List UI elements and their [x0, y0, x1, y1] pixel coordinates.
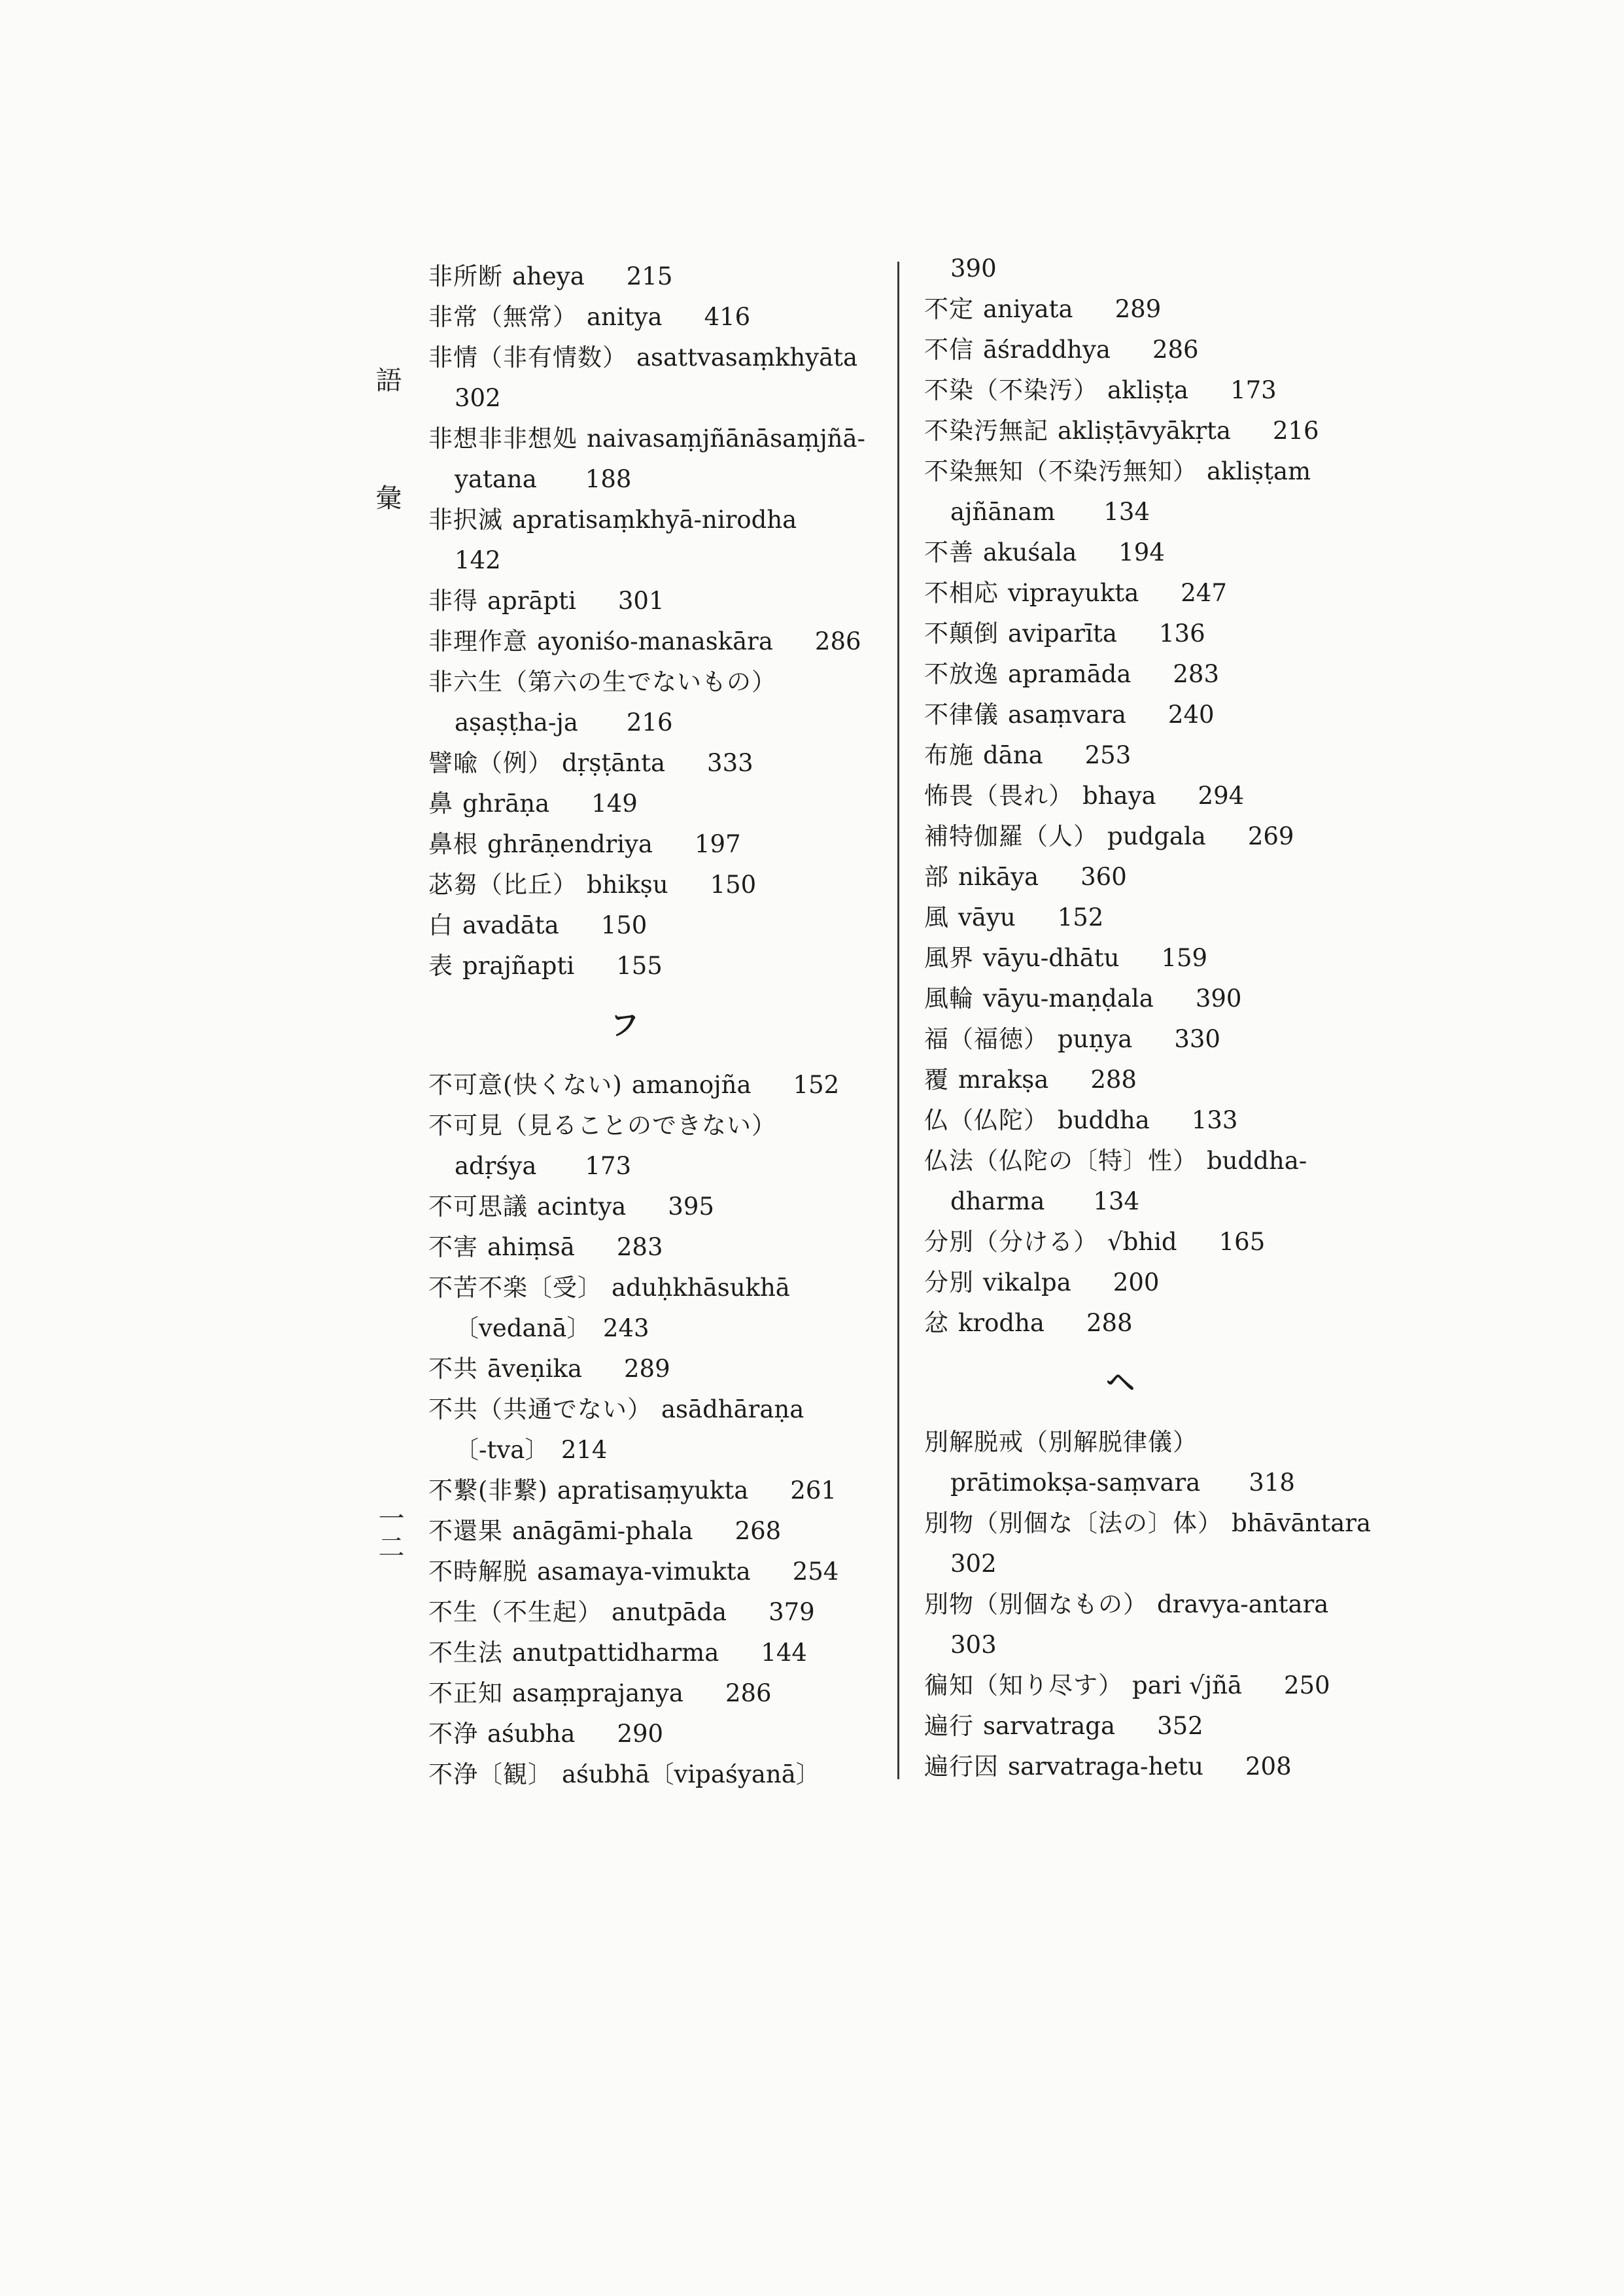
entry-page-number: 395: [668, 1192, 714, 1221]
entry-term: 忿: [924, 1309, 949, 1337]
entry-page-number: 286: [1152, 336, 1199, 364]
entry-sanskrit: asaṃvara: [1008, 701, 1126, 729]
glossary-entry: [924, 695, 1382, 735]
entry-page-number: 240: [1167, 701, 1215, 729]
entry-sanskrit: √bhid: [1107, 1228, 1177, 1256]
entry-term: 非択滅: [428, 506, 503, 534]
entry-term: 風界: [924, 944, 974, 972]
entry-sanskrit: dravya-antara: [1157, 1590, 1329, 1618]
glossary-entry: [428, 1592, 886, 1633]
entry-term: 不共（共通でない）: [428, 1395, 652, 1423]
entry-page-number: 416: [704, 303, 751, 331]
entry-page-number: 155: [616, 952, 663, 980]
entry-sanskrit: ayoniśo-manaskāra: [537, 627, 773, 655]
entry-term: 不苦不楽〔受〕: [428, 1274, 602, 1302]
entry-term: 不染汚無記: [924, 417, 1048, 445]
entry-page-number: 144: [761, 1639, 807, 1667]
entry-page-number: 360: [1080, 863, 1127, 891]
glossary-entry: [924, 1422, 1382, 1463]
glossary-entry: [428, 1633, 886, 1673]
glossary-entry: [428, 1470, 886, 1511]
entry-page-number: 330: [1174, 1025, 1220, 1053]
glossary-entry: [924, 735, 1382, 776]
entry-sanskrit: aniyata: [983, 295, 1073, 323]
entry-page-number: 247: [1181, 579, 1227, 607]
entry-term: 徧知（知り尽す）: [924, 1671, 1123, 1699]
glossary-entry: [428, 1389, 886, 1430]
entry-sanskrit: aheya: [512, 262, 585, 290]
entry-sanskrit: acintya: [537, 1192, 627, 1221]
entry-sanskrit: anāgāmi-phala: [512, 1517, 693, 1545]
entry-continuation: prātimokṣa-saṃvara 318: [950, 1469, 1295, 1497]
glossary-entry: [428, 946, 886, 986]
glossary-entry: [428, 621, 886, 662]
entry-term: 非情（非有情数）: [428, 343, 627, 372]
glossary-entry: [924, 289, 1382, 330]
entry-page-number: 197: [694, 830, 741, 858]
entry-continuation: 302: [455, 384, 501, 412]
entry-term: 仏法（仏陀の〔特〕性）: [924, 1147, 1198, 1175]
entry-sanskrit: apratisaṃyukta: [557, 1476, 749, 1505]
entry-sanskrit: buddha-: [1207, 1147, 1307, 1175]
glossary-entry: [428, 256, 886, 297]
entry-sanskrit: āśraddhya: [983, 336, 1111, 364]
glossary-entry: [924, 654, 1382, 695]
entry-term: 風: [924, 903, 949, 931]
entry-page-number: 261: [790, 1476, 837, 1505]
glossary-entry: [428, 743, 886, 784]
entry-sanskrit: akliṣṭam: [1207, 457, 1311, 485]
entry-term: 遍行因: [924, 1752, 999, 1781]
glossary-entry: [428, 1105, 886, 1146]
entry-term: 部: [924, 863, 949, 891]
entry-term: 非想非非想処: [428, 425, 578, 453]
entry-term: 不繋(非繋): [428, 1476, 548, 1505]
section-heading: ヘ: [1106, 1366, 1135, 1399]
entry-page-number: 286: [814, 627, 861, 655]
entry-page-number: 150: [600, 911, 648, 939]
entry-sanskrit: sarvatraga: [983, 1712, 1116, 1740]
entry-sanskrit: bhāvāntara: [1232, 1509, 1372, 1537]
entry-page-number: 269: [1247, 822, 1294, 850]
entry-sanskrit: akuśala: [983, 538, 1077, 566]
entry-term: 不可見（見ることのできない）: [428, 1111, 776, 1139]
entry-page-number: 136: [1159, 619, 1205, 648]
entry-page-number: 250: [1283, 1671, 1330, 1699]
entry-term: 苾芻（比丘）: [428, 871, 578, 899]
entry-page-number: 390: [1195, 984, 1242, 1013]
glossary-entry: [428, 297, 886, 338]
entry-page-number: 150: [710, 871, 757, 899]
entry-sanskrit: prajñapti: [462, 952, 575, 980]
entry-page-number: 283: [1173, 660, 1220, 688]
entry-page-number: 289: [624, 1355, 670, 1383]
entry-term: 不信: [924, 336, 974, 364]
entry-term: 怖畏（畏れ）: [924, 782, 1073, 810]
entry-sanskrit: pudgala: [1107, 822, 1206, 850]
entry-term: 不善: [924, 538, 974, 566]
glossary-entry: [428, 824, 886, 865]
entry-continuation: adṛśya 173: [455, 1152, 632, 1180]
entry-continuation: ajñānam 134: [950, 498, 1150, 526]
entry-sanskrit: bhaya: [1082, 782, 1156, 810]
entry-page-number: 288: [1090, 1066, 1137, 1094]
entry-sanskrit: bhikṣu: [587, 871, 668, 899]
right-column: [924, 249, 1382, 1787]
glossary-entry: [428, 1511, 886, 1552]
entry-term: 非六生（第六の生でないもの）: [428, 668, 776, 696]
entry-sanskrit: aduḥkhāsukhā: [612, 1274, 790, 1302]
entry-page-number: 379: [769, 1598, 815, 1626]
entry-term: 非所断: [428, 262, 503, 290]
entry-page-number: 254: [792, 1557, 839, 1586]
entry-term: 福（福徳）: [924, 1025, 1048, 1053]
entry-sanskrit: asaṃprajanya: [512, 1679, 683, 1707]
entry-sanskrit: buddha: [1058, 1106, 1150, 1134]
entry-term: 非理作意: [428, 627, 528, 655]
glossary-entry: [428, 1673, 886, 1714]
entry-page-number: 133: [1191, 1106, 1238, 1134]
entry-term: 覆: [924, 1066, 949, 1094]
glossary-entry: [428, 1227, 886, 1268]
entry-sanskrit: vāyu-dhātu: [983, 944, 1120, 972]
entry-term: 不可意(快くない): [428, 1071, 623, 1099]
entry-page-number: 294: [1198, 782, 1245, 810]
entry-page-number: 173: [1230, 376, 1277, 404]
entry-page-number: 194: [1118, 538, 1165, 566]
glossary-entry: [924, 1019, 1382, 1060]
glossary-entry: [924, 1303, 1382, 1344]
glossary-entry: [924, 816, 1382, 857]
entry-continuation: 142: [455, 546, 501, 574]
entry-term: 別物（別個なもの）: [924, 1590, 1148, 1618]
entry-sanskrit: akliṣṭa: [1107, 376, 1189, 404]
entry-page-number: 352: [1157, 1712, 1203, 1740]
left-column: [428, 256, 886, 1795]
entry-sanskrit: mrakṣa: [958, 1066, 1049, 1094]
entry-term: 不正知: [428, 1679, 503, 1707]
glossary-entry: [924, 1222, 1382, 1262]
entry-sanskrit: pari √jñā: [1132, 1671, 1242, 1699]
entry-page-number: 152: [1057, 903, 1104, 931]
entry-sanskrit: krodha: [958, 1309, 1045, 1337]
entry-term: 別解脱戒（別解脱律儀）: [924, 1428, 1198, 1456]
entry-page-number: 208: [1245, 1752, 1292, 1781]
entry-sanskrit: ghrāṇa: [462, 790, 550, 818]
entry-sanskrit: vāyu: [958, 903, 1016, 931]
entry-continuation: yatana 188: [455, 465, 632, 493]
entry-term: 非得: [428, 587, 478, 615]
entry-term: 譬喩（例）: [428, 749, 553, 777]
entry-page-number: 333: [707, 749, 753, 777]
glossary-entry: [428, 1349, 886, 1389]
glossary-entry: [924, 1262, 1382, 1303]
glossary-entry: [428, 1268, 886, 1308]
glossary-entry: [924, 857, 1382, 897]
entry-term: 不可思議: [428, 1192, 528, 1221]
entry-term: 不生法: [428, 1639, 503, 1667]
entry-page-number: 301: [617, 587, 665, 615]
glossary-entry: [924, 1100, 1382, 1141]
entry-term: 補特伽羅（人）: [924, 822, 1098, 850]
entry-sanskrit: akliṣṭāvyākṛta: [1058, 417, 1231, 445]
entry-page-number: 286: [725, 1679, 772, 1707]
entry-sanskrit: asamaya-vimukta: [537, 1557, 751, 1586]
glossary-entry: [924, 330, 1382, 370]
glossary-entry: [924, 614, 1382, 654]
glossary-entry: [924, 979, 1382, 1019]
entry-term: 不律儀: [924, 701, 999, 729]
entry-sanskrit: apramāda: [1008, 660, 1132, 688]
entry-term: 別物（別個な〔法の〕体）: [924, 1509, 1222, 1537]
side-page-number: 一二: [374, 1505, 404, 1562]
glossary-entry: [924, 411, 1382, 451]
entry-sanskrit: aśubhā〔vipaśyanā〕: [562, 1760, 820, 1788]
entry-sanskrit: aśubha: [487, 1720, 576, 1748]
entry-term: 不生（不生起）: [428, 1598, 602, 1626]
entry-page-number: 159: [1161, 944, 1208, 972]
entry-sanskrit: puṇya: [1058, 1025, 1133, 1053]
entry-sanskrit: asādhāraṇa: [661, 1395, 804, 1423]
entry-continuation: 303: [950, 1631, 997, 1659]
entry-page-number: 283: [616, 1233, 663, 1261]
entry-term: 不顛倒: [924, 619, 999, 648]
entry-page-number: 216: [1272, 417, 1319, 445]
entry-continuation: 〔vedanā〕 243: [455, 1314, 649, 1342]
entry-page-number: 253: [1084, 741, 1132, 769]
entry-term: 遍行: [924, 1712, 974, 1740]
entry-sanskrit: aviparīta: [1008, 619, 1117, 648]
entry-sanskrit: anutpattidharma: [512, 1639, 719, 1667]
entry-sanskrit: vikalpa: [983, 1268, 1071, 1296]
entry-continuation: aṣaṣṭha-ja 216: [455, 708, 673, 737]
entry-term: 不時解脱: [428, 1557, 528, 1586]
entry-term: 分別（分ける）: [924, 1228, 1098, 1256]
section-heading: フ: [610, 1009, 639, 1042]
glossary-entry: [924, 776, 1382, 816]
glossary-entry: [428, 1065, 886, 1105]
entry-sanskrit: ahiṃsā: [487, 1233, 575, 1261]
entry-page-number: 290: [617, 1720, 664, 1748]
entry-continuation: 302: [950, 1550, 997, 1578]
glossary-entry: [428, 419, 886, 459]
entry-term: 不浄〔観〕: [428, 1760, 553, 1788]
glossary-entry: [924, 1665, 1382, 1706]
glossary-entry: [428, 1552, 886, 1592]
entry-sanskrit: naivasaṃjñānāsaṃjñā-: [587, 425, 866, 453]
entry-sanskrit: vāyu-maṇḍala: [983, 984, 1154, 1013]
entry-sanskrit: viprayukta: [1008, 579, 1139, 607]
entry-term: 不共: [428, 1355, 478, 1383]
entry-term: 不染無知（不染汚無知）: [924, 457, 1198, 485]
entry-sanskrit: dṛṣṭānta: [562, 749, 666, 777]
glossary-entry: [924, 1141, 1382, 1181]
entry-term: 不放逸: [924, 660, 999, 688]
entry-sanskrit: dāna: [983, 741, 1043, 769]
column-divider: [897, 262, 899, 1779]
entry-page-number: 288: [1086, 1309, 1133, 1337]
glossary-entry: [924, 1747, 1382, 1787]
entry-sanskrit: asattvasaṃkhyāta: [636, 343, 858, 372]
entry-continuation: 390: [950, 254, 997, 283]
glossary-entry: [428, 865, 886, 905]
entry-sanskrit: apratisaṃkhyā-nirodha: [512, 506, 797, 534]
entry-sanskrit: āveṇika: [487, 1355, 583, 1383]
entry-page-number: 165: [1218, 1228, 1266, 1256]
entry-sanskrit: anutpāda: [612, 1598, 727, 1626]
entry-term: 不還果: [428, 1517, 503, 1545]
entry-page-number: 149: [591, 790, 638, 818]
glossary-entry: [428, 1754, 886, 1795]
entry-page-number: 289: [1114, 295, 1162, 323]
glossary-entry: [924, 1060, 1382, 1100]
entry-term: 表: [428, 952, 453, 980]
entry-continuation: dharma 134: [950, 1187, 1140, 1215]
entry-term: 風輪: [924, 984, 974, 1013]
entry-term: 非常（無常）: [428, 303, 578, 331]
entry-term: 鼻根: [428, 830, 478, 858]
entry-page-number: 268: [734, 1517, 782, 1545]
glossary-entry: [428, 581, 886, 621]
glossary-entry: [428, 1187, 886, 1227]
entry-sanskrit: ghrāṇendriya: [487, 830, 653, 858]
glossary-entry: [428, 784, 886, 824]
entry-term: 白: [428, 911, 453, 939]
entry-sanskrit: nikāya: [958, 863, 1039, 891]
entry-term: 仏（仏陀）: [924, 1106, 1048, 1134]
entry-sanskrit: avadāta: [462, 911, 559, 939]
entry-page-number: 215: [626, 262, 673, 290]
entry-page-number: 200: [1113, 1268, 1160, 1296]
glossary-entry: [924, 938, 1382, 979]
glossary-entry: [428, 500, 886, 540]
glossary-entry: [924, 573, 1382, 614]
glossary-entry: [428, 662, 886, 703]
glossary-entry: [924, 370, 1382, 411]
glossary-entry: [924, 451, 1382, 492]
glossary-entry: [428, 905, 886, 946]
glossary-entry: [924, 532, 1382, 573]
entry-term: 不相応: [924, 579, 999, 607]
glossary-entry: [428, 338, 886, 378]
entry-term: 分別: [924, 1268, 974, 1296]
entry-sanskrit: anitya: [587, 303, 663, 331]
glossary-entry: [924, 897, 1382, 938]
entry-term: 不定: [924, 295, 974, 323]
glossary-entry: [428, 1714, 886, 1754]
glossary-entry: [924, 1503, 1382, 1544]
entry-term: 不害: [428, 1233, 478, 1261]
entry-page-number: 152: [793, 1071, 840, 1099]
entry-term: 布施: [924, 741, 974, 769]
entry-sanskrit: sarvatraga-hetu: [1008, 1752, 1203, 1781]
side-section-title: 語彙: [371, 366, 402, 602]
entry-sanskrit: aprāpti: [487, 587, 576, 615]
glossary-entry: [924, 1706, 1382, 1747]
entry-sanskrit: amanojña: [631, 1071, 752, 1099]
glossary-entry: [924, 1584, 1382, 1625]
entry-continuation: 〔-tva〕 214: [455, 1436, 608, 1464]
entry-term: 鼻: [428, 790, 453, 818]
entry-term: 不浄: [428, 1720, 478, 1748]
entry-term: 不染（不染汚）: [924, 376, 1098, 404]
